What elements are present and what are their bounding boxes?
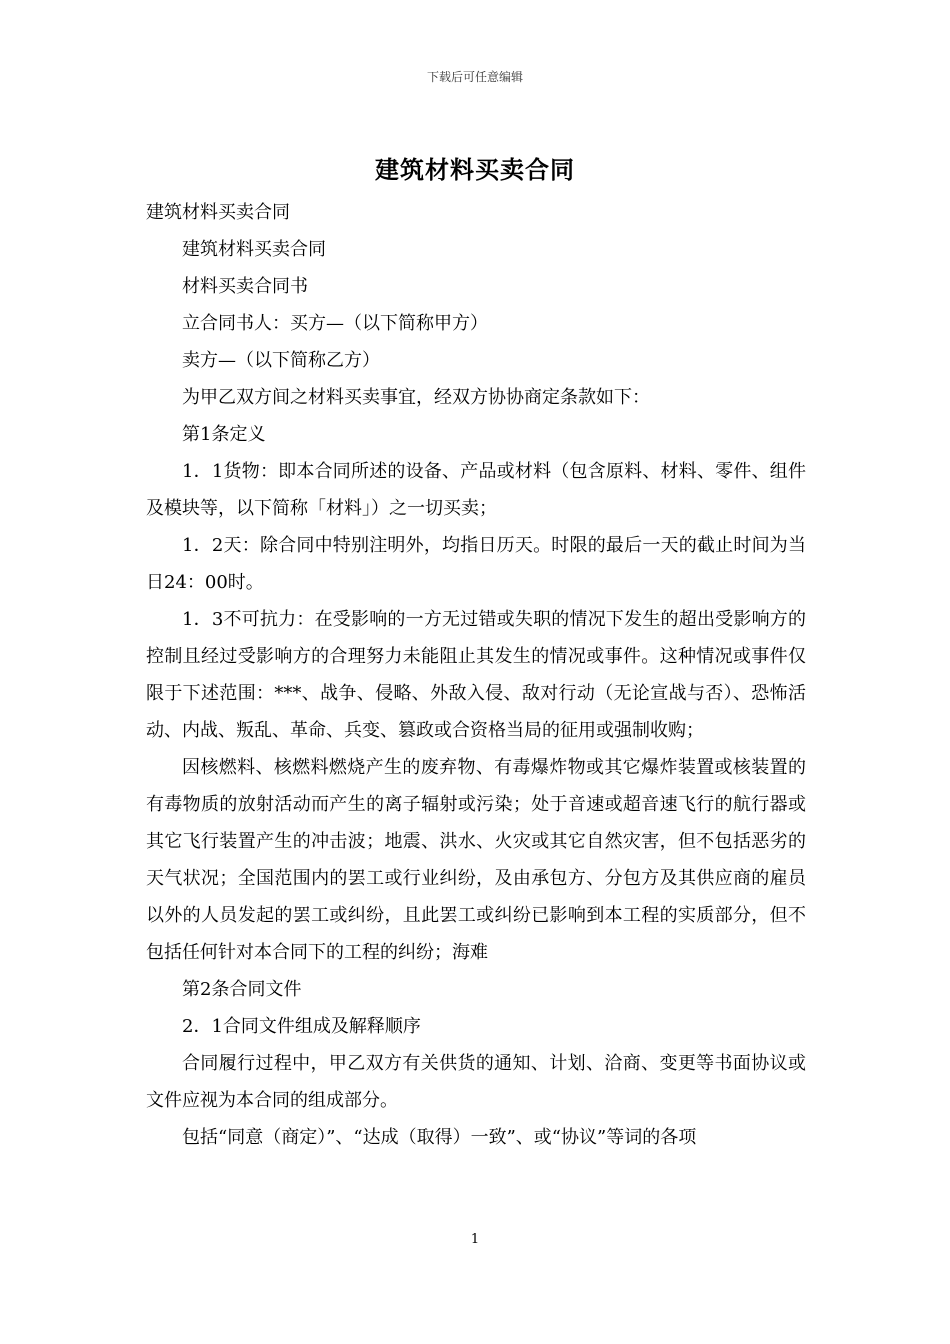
body-paragraph: 合同履行过程中，甲乙双方有关供货的通知、计划、洽商、变更等书面协议或文件应视为本合同的组成部分。: [146, 1053, 806, 1111]
body-paragraph: 卖方—（以下简称乙方）: [182, 350, 380, 371]
body-paragraph: 为甲乙双方间之材料买卖事宜，经双方协协商定条款如下：: [182, 387, 650, 408]
body-paragraph: 1．3不可抗力：在受影响的一方无过错或失职的情况下发生的超出受影响方的控制且经过受影响方的合理努力未能阻止其发生的情况或事件。这种情况或事件仅限于下述范围：***、战争、侵略、外敌入侵、敌对行动（无论宣战与否）、恐怖活动、内战、叛乱、革命、兵变、篡政或合资格当局的征用或强制收购；: [146, 609, 806, 741]
body-paragraph: 建筑材料买卖合同: [182, 239, 326, 260]
header-note: 下载后可任意编辑: [426, 70, 523, 84]
document-body: [146, 194, 806, 1156]
body-paragraph: 1．1货物：即本合同所述的设备、产品或材料（包含原料、材料、零件、组件及模块等，以下简称「材料」）之一切买卖；: [146, 461, 806, 519]
document-title: 建筑材料买卖合同: [375, 155, 575, 184]
section-heading: 第2条合同文件: [182, 979, 302, 1000]
body-paragraph: 包括“同意（商定）”、“达成（取得）一致”、或“协议”等词的各项: [182, 1127, 697, 1148]
section-heading: 第1条定义: [182, 424, 266, 445]
page-number: 1: [470, 1232, 480, 1247]
body-paragraph: 因核燃料、核燃料燃烧产生的废弃物、有毒爆炸物或其它爆炸装置或核装置的有毒物质的放射活动而产生的离子辐射或污染；处于音速或超音速飞行的航行器或其它飞行装置产生的冲击波；地震、洪水、火灾或其它自然灾害，但不包括恶劣的天气状况；全国范围内的罢工或行业纠纷，及由承包方、分包方及其供应商的雇员以外的人员发起的罢工或纠纷，且此罢工或纠纷已影响到本工程的实质部分，但不包括任何针对本合同下的工程的纠纷；海难: [146, 757, 806, 963]
body-paragraph: 立合同书人：买方—（以下简称甲方）: [182, 313, 488, 334]
body-paragraph: 材料买卖合同书: [182, 276, 308, 297]
body-paragraph: 2．1合同文件组成及解释顺序: [182, 1016, 421, 1037]
body-paragraph: 建筑材料买卖合同: [146, 202, 290, 223]
body-paragraph: 1．2天：除合同中特别注明外，均指日历天。时限的最后一天的截止时间为当日24：00时。: [146, 535, 806, 593]
